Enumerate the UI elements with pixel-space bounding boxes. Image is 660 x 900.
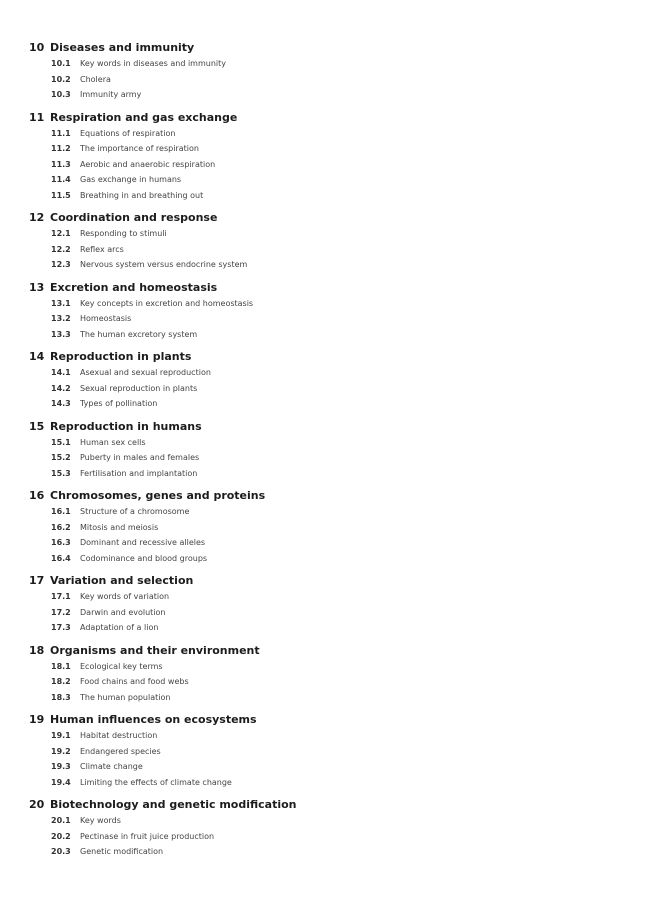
section-item [29, 157, 629, 173]
chapter [29, 487, 629, 566]
section-item [29, 87, 629, 103]
section-item [29, 520, 629, 536]
section-item [29, 365, 629, 381]
section-title: Endangered species [80, 746, 161, 756]
section-item [29, 450, 629, 466]
section-item [29, 466, 629, 482]
chapter-number: 13 [29, 280, 45, 294]
chapter-heading [29, 279, 629, 296]
chapter [29, 348, 629, 412]
section-title: Responding to stimuli [80, 229, 167, 238]
chapter-heading [29, 209, 629, 226]
section-title: Mitosis and meiosis [80, 522, 159, 532]
section-number: 20.3 [51, 847, 71, 856]
section-number: 15.3 [51, 468, 71, 478]
section-item [29, 188, 629, 204]
section-number: 11.2 [51, 144, 71, 153]
chapter [29, 418, 629, 482]
chapter-heading [29, 796, 629, 813]
section-number: 16.2 [51, 522, 71, 532]
section-title: Dominant and recessive alleles [80, 538, 206, 547]
section-item [29, 257, 629, 273]
section-title: The importance of respiration [80, 144, 199, 153]
chapter-number: 12 [29, 211, 45, 224]
section-number: 17.2 [51, 607, 71, 617]
section-number: 15.2 [51, 453, 71, 462]
section-title: Key words [80, 816, 121, 825]
chapter-number: 20 [29, 798, 45, 811]
section-title: Aerobic and anaerobic respiration [80, 159, 216, 169]
section-number: 11.1 [51, 128, 71, 138]
chapter-heading [29, 711, 629, 728]
section-item [29, 72, 629, 88]
chapter-title: Reproduction in humans [50, 419, 202, 433]
section-list [29, 126, 629, 204]
section-item [29, 126, 629, 142]
section-item [29, 659, 629, 675]
section-title: Key concepts in excretion and homeostasis [80, 298, 254, 308]
section-item [29, 504, 629, 520]
section-item [29, 56, 629, 72]
section-list [29, 813, 629, 860]
section-title: Homeostasis [80, 314, 132, 323]
section-item [29, 844, 629, 860]
chapter-heading [29, 109, 629, 126]
section-number: 10.1 [51, 59, 71, 68]
section-item [29, 620, 629, 636]
section-title: Pectinase in fruit juice production [80, 831, 215, 841]
section-number: 12.1 [51, 229, 71, 238]
section-item [29, 381, 629, 397]
section-title: Key words of variation [80, 592, 170, 601]
chapter-title: Coordination and response [50, 211, 218, 224]
section-item [29, 141, 629, 157]
section-item [29, 605, 629, 621]
section-item [29, 813, 629, 829]
table-of-contents [29, 39, 629, 866]
chapter-number: 11 [29, 110, 45, 124]
section-number: 19.4 [51, 777, 71, 787]
chapter-title: Diseases and immunity [50, 41, 195, 54]
chapter-number: 15 [29, 419, 45, 433]
section-title: Food chains and food webs [80, 677, 189, 686]
section-list [29, 365, 629, 412]
section-title: Reflex arcs [80, 244, 124, 254]
section-title: Human sex cells [80, 437, 146, 447]
section-item [29, 589, 629, 605]
section-title: Fertilisation and implantation [80, 468, 198, 478]
section-list [29, 296, 629, 343]
section-number: 16.3 [51, 538, 71, 547]
section-title: Gas exchange in humans [80, 175, 182, 184]
chapter-heading [29, 39, 629, 56]
chapter-heading [29, 572, 629, 589]
chapter [29, 796, 629, 860]
chapter-title: Human influences on ecosystems [50, 713, 257, 726]
chapter-title: Organisms and their environment [50, 643, 260, 657]
section-number: 17.1 [51, 592, 71, 601]
chapter-title: Biotechnology and genetic modification [50, 798, 297, 811]
section-number: 18.1 [51, 661, 71, 671]
chapter-heading [29, 487, 629, 504]
section-item [29, 744, 629, 760]
chapter [29, 711, 629, 790]
section-item [29, 690, 629, 706]
section-number: 19.1 [51, 731, 71, 740]
section-item [29, 674, 629, 690]
section-number: 18.2 [51, 677, 71, 686]
section-item [29, 327, 629, 343]
section-title: Breathing in and breathing out [80, 190, 204, 200]
section-number: 13.2 [51, 314, 71, 323]
section-item [29, 535, 629, 551]
section-item [29, 311, 629, 327]
section-number: 16.1 [51, 507, 71, 516]
section-number: 12.2 [51, 244, 71, 254]
chapter [29, 572, 629, 636]
section-title: Climate change [80, 762, 143, 771]
section-title: Limiting the effects of climate change [80, 777, 232, 787]
section-title: Asexual and sexual reproduction [80, 368, 211, 377]
section-list [29, 435, 629, 482]
section-number: 15.1 [51, 437, 71, 447]
chapter-number: 19 [29, 713, 45, 726]
chapter-heading [29, 642, 629, 659]
section-number: 16.4 [51, 553, 71, 563]
section-list [29, 589, 629, 636]
section-title: Darwin and evolution [80, 607, 166, 617]
section-item [29, 728, 629, 744]
section-number: 17.3 [51, 623, 71, 632]
chapter-number: 18 [29, 643, 45, 657]
section-number: 12.3 [51, 260, 71, 269]
chapter-title: Chromosomes, genes and proteins [50, 489, 266, 502]
chapter-number: 10 [29, 41, 45, 54]
section-list [29, 659, 629, 706]
chapter [29, 109, 629, 204]
section-item [29, 226, 629, 242]
section-number: 11.3 [51, 159, 71, 169]
section-item [29, 396, 629, 412]
section-title: The human excretory system [80, 329, 198, 339]
section-title: Cholera [80, 74, 111, 84]
chapter-title: Excretion and homeostasis [50, 280, 218, 294]
section-title: Codominance and blood groups [80, 553, 208, 563]
section-list [29, 504, 629, 566]
section-number: 19.3 [51, 762, 71, 771]
section-item [29, 775, 629, 791]
section-item [29, 759, 629, 775]
chapter [29, 209, 629, 273]
section-item [29, 242, 629, 258]
chapter-title: Variation and selection [50, 574, 194, 587]
section-title: Immunity army [80, 90, 142, 99]
section-title: Types of pollination [80, 399, 158, 408]
section-title: Puberty in males and females [80, 453, 200, 462]
section-number: 19.2 [51, 746, 71, 756]
section-title: Equations of respiration [80, 128, 176, 138]
section-number: 20.1 [51, 816, 71, 825]
section-title: Adaptation of a lion [80, 623, 159, 632]
chapter-heading [29, 418, 629, 435]
section-number: 10.2 [51, 74, 71, 84]
section-item [29, 172, 629, 188]
chapter-heading [29, 348, 629, 365]
section-number: 14.1 [51, 368, 71, 377]
section-item [29, 551, 629, 567]
section-item [29, 829, 629, 845]
chapter-number: 16 [29, 489, 45, 502]
section-list [29, 56, 629, 103]
section-title: Ecological key terms [80, 661, 163, 671]
section-list [29, 226, 629, 273]
section-number: 20.2 [51, 831, 71, 841]
section-title: Genetic modification [80, 847, 164, 856]
section-number: 14.3 [51, 399, 71, 408]
chapter-number: 17 [29, 574, 45, 587]
section-number: 13.1 [51, 298, 71, 308]
section-number: 18.3 [51, 692, 71, 702]
section-item [29, 296, 629, 312]
chapter [29, 39, 629, 103]
section-title: Structure of a chromosome [80, 507, 190, 516]
chapter-number: 14 [29, 350, 45, 363]
section-number: 13.3 [51, 329, 71, 339]
section-item [29, 435, 629, 451]
section-number: 14.2 [51, 383, 71, 393]
chapter-title: Respiration and gas exchange [50, 110, 238, 124]
section-title: Habitat destruction [80, 731, 158, 740]
section-number: 11.5 [51, 190, 71, 200]
chapter [29, 642, 629, 706]
section-title: Key words in diseases and immunity [80, 59, 226, 68]
chapter [29, 279, 629, 343]
section-list [29, 728, 629, 790]
section-number: 10.3 [51, 90, 71, 99]
section-title: Sexual reproduction in plants [80, 383, 198, 393]
section-title: Nervous system versus endocrine system [80, 260, 248, 269]
section-title: The human population [80, 692, 171, 702]
chapter-title: Reproduction in plants [50, 350, 192, 363]
section-number: 11.4 [51, 175, 71, 184]
